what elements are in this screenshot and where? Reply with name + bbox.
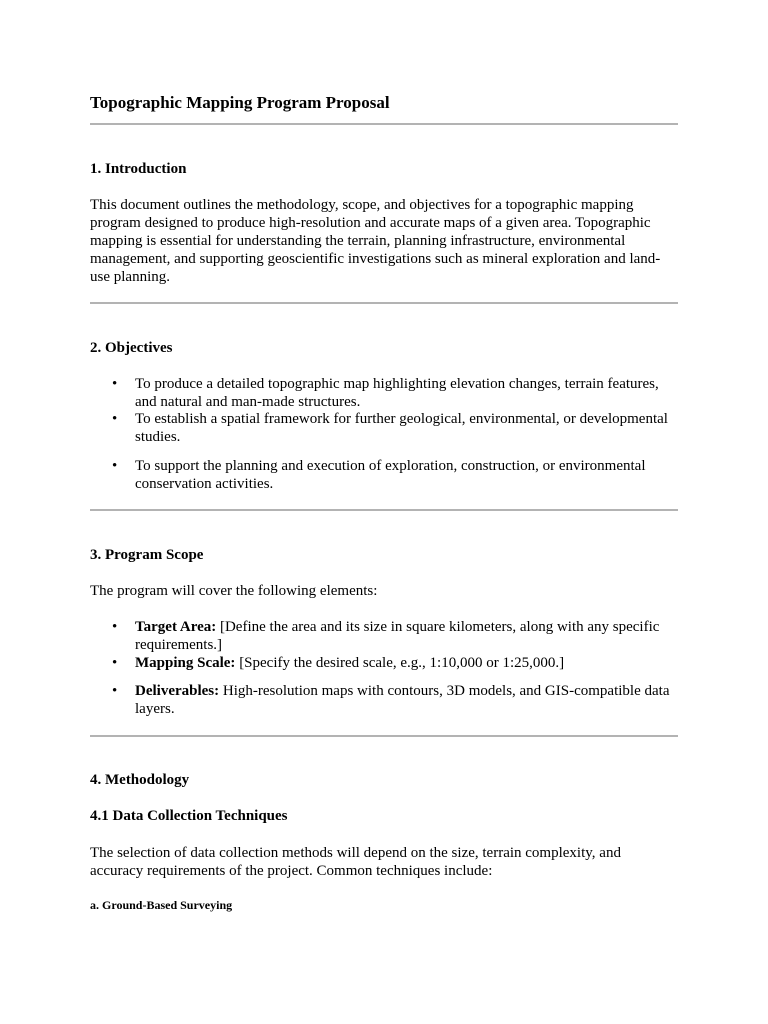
scope-item-text xyxy=(135,654,676,672)
scope-item-label: Target Area: xyxy=(135,619,217,635)
scope-item-detail: [Define the area and its size in square kilometers, along with any specific requirements.] xyxy=(135,619,660,653)
scope-item-text xyxy=(135,618,676,654)
scope-heading: 3. Program Scope xyxy=(90,547,204,563)
scope-item-label: Mapping Scale: xyxy=(135,655,236,671)
objective-text: To establish a spatial framework for further geological, environmental, or developmental studies. xyxy=(135,411,668,445)
introduction-heading: 1. Introduction xyxy=(90,161,187,177)
section-divider xyxy=(90,123,678,125)
scope-item-detail: [Specify the desired scale, e.g., 1:10,000 or 1:25,000.] xyxy=(235,655,565,671)
section-divider xyxy=(90,509,678,511)
ground-surveying-subheading: a. Ground-Based Surveying xyxy=(90,898,233,912)
introduction-paragraph: This document outlines the methodology, scope, and objectives for a topographic mapping program designed to produce high-resolution and accurate maps of a given area. Topographic mapping is essential for understanding the terrain, planning infrastructure, environmental management, and supporting geoscientific investigations such as mineral exploration and land-use planning. xyxy=(90,197,661,285)
data-collection-subheading: 4.1 Data Collection Techniques xyxy=(90,808,288,824)
document-title: Topographic Mapping Program Proposal xyxy=(90,93,390,112)
bullet-icon: • xyxy=(112,411,118,427)
scope-item-text xyxy=(135,682,676,718)
scope-intro: The program will cover the following elements: xyxy=(90,583,378,599)
objective-text: To support the planning and execution of exploration, construction, or environmental conservation activities. xyxy=(135,458,646,492)
section-divider xyxy=(90,302,678,304)
bullet-icon: • xyxy=(112,619,118,635)
scope-item-detail: High-resolution maps with contours, 3D models, and GIS-compatible data layers. xyxy=(135,683,670,717)
bullet-icon: • xyxy=(112,376,118,392)
bullet-icon: • xyxy=(112,458,118,474)
objective-text: To produce a detailed topographic map highlighting elevation changes, terrain features, and natural and man-made structures. xyxy=(135,376,659,410)
bullet-icon: • xyxy=(112,683,118,699)
methodology-paragraph: The selection of data collection methods will depend on the size, terrain complexity, and accuracy requirements of the project. Common techniques include: xyxy=(90,845,621,879)
methodology-heading: 4. Methodology xyxy=(90,772,190,788)
objectives-heading: 2. Objectives xyxy=(90,340,173,356)
scope-item-label: Deliverables: xyxy=(135,683,220,699)
section-divider xyxy=(90,735,678,737)
bullet-icon: • xyxy=(112,655,118,671)
